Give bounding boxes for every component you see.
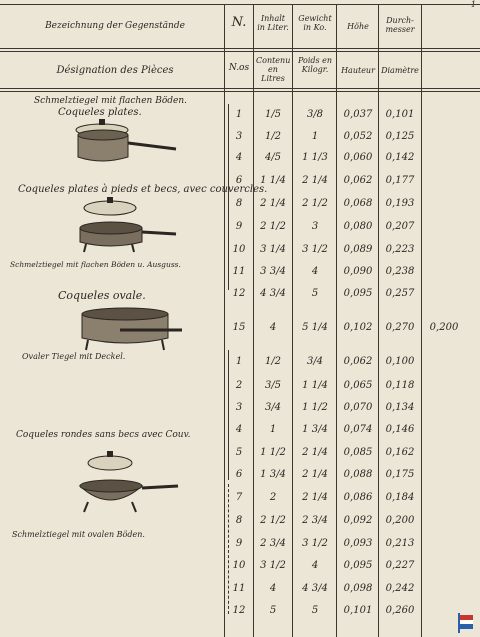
cell-diameter: 0,270 xyxy=(385,322,415,333)
cell-no: 10 xyxy=(232,560,246,571)
col-divider-6 xyxy=(421,4,422,637)
cell-no: 12 xyxy=(232,605,246,616)
cell-diameter: 0,207 xyxy=(385,221,415,232)
cell-no: 2 xyxy=(235,380,243,391)
cell-no: 5 xyxy=(235,447,243,458)
header-designation-de: Bezeichnung der Gegenstände xyxy=(45,21,185,31)
cell-height: 0,037 xyxy=(343,109,373,120)
header-number-fr: N.os xyxy=(228,63,250,73)
cell-no: 8 xyxy=(235,198,243,209)
cell-diameter: 0,162 xyxy=(385,447,415,458)
header-rule-2 xyxy=(0,88,480,89)
cell-kilo: 4 xyxy=(311,266,319,277)
oval-pan-icon xyxy=(76,300,186,352)
section-1-title: Schmelztiegel mit flachen Böden. xyxy=(34,96,187,106)
cell-diameter: 0,257 xyxy=(385,288,415,299)
cell-height: 0,088 xyxy=(343,469,373,480)
cell-litres: 2 1/4 xyxy=(260,198,286,209)
cell-no: 6 xyxy=(235,469,243,480)
section-1-subtitle: Coqueles plates. xyxy=(58,107,142,118)
col-divider-4 xyxy=(336,4,337,637)
cell-height: 0,095 xyxy=(343,560,373,571)
cell-kilo: 3 1/2 xyxy=(302,244,328,255)
section-3-title: Coqueles ovale. xyxy=(58,289,146,302)
header-content-de: Inhalt in Liter. xyxy=(257,14,289,32)
cell-litres: 2 1/2 xyxy=(260,515,286,526)
header-diameter-fr: Diamètre xyxy=(381,66,419,75)
cell-no: 11 xyxy=(232,583,246,594)
col-divider-5 xyxy=(378,4,379,637)
section-4-subtitle: Schmelztiegel mit ovalen Böden. xyxy=(12,530,145,539)
cell-no: 7 xyxy=(235,492,243,503)
cell-diameter: 0,227 xyxy=(385,560,415,571)
cell-diameter: 0,134 xyxy=(385,402,415,413)
cell-kilo: 2 1/4 xyxy=(302,447,328,458)
cell-litres: 3/4 xyxy=(264,402,282,413)
cell-diameter: 0,260 xyxy=(385,605,415,616)
cell-height: 0,052 xyxy=(343,131,373,142)
cell-diameter: 0,213 xyxy=(385,538,415,549)
cell-kilo: 5 xyxy=(311,605,319,616)
col-divider-1 xyxy=(224,4,225,637)
cell-kilo: 1 1/4 xyxy=(302,380,328,391)
header-content-fr: Contenu en Litres xyxy=(256,56,291,83)
cell-litres: 1/2 xyxy=(264,356,282,367)
brace-group-2 xyxy=(228,350,235,480)
header-number-de: N. xyxy=(231,15,247,30)
top-rule xyxy=(0,4,480,5)
col-divider-3 xyxy=(292,4,293,637)
cell-height: 0,068 xyxy=(343,198,373,209)
header-rule-1b xyxy=(0,51,480,52)
cell-no: 3 xyxy=(235,131,243,142)
cell-litres: 3/5 xyxy=(264,380,282,391)
flag-icon xyxy=(458,613,474,633)
cell-kilo: 3 xyxy=(311,221,319,232)
cell-litres: 4/5 xyxy=(264,152,282,163)
section-2-title: Coqueles plates à pieds et becs, avec couvercles. xyxy=(18,184,268,195)
cell-kilo: 2 3/4 xyxy=(302,515,328,526)
header-diameter-de: Durch- messer xyxy=(385,16,415,34)
cell-height: 0,080 xyxy=(343,221,373,232)
cell-kilo: 1 xyxy=(311,131,319,142)
cell-no: 4 xyxy=(235,152,243,163)
header-rule-2b xyxy=(0,91,480,92)
cell-height: 0,062 xyxy=(343,175,373,186)
cell-litres: 1 3/4 xyxy=(260,469,286,480)
cell-litres: 2 1/2 xyxy=(260,221,286,232)
cell-diameter: 0,146 xyxy=(385,424,415,435)
header-height-fr: Hauteur xyxy=(341,66,375,75)
cell-litres: 1 1/4 xyxy=(260,175,286,186)
cell-no: 9 xyxy=(235,221,243,232)
cell-kilo: 3/8 xyxy=(306,109,324,120)
cell-no: 4 xyxy=(235,424,243,435)
header-weight-de: Gewicht in Ko. xyxy=(298,14,332,32)
cell-height: 0,093 xyxy=(343,538,373,549)
cell-height: 0,074 xyxy=(343,424,373,435)
cell-kilo: 5 1/4 xyxy=(302,322,328,333)
cell-no: 15 xyxy=(232,322,246,333)
cell-kilo: 2 1/2 xyxy=(302,198,328,209)
cell-diameter: 0,193 xyxy=(385,198,415,209)
cell-diameter: 0,118 xyxy=(385,380,415,391)
cell-litres: 3 3/4 xyxy=(260,266,286,277)
cell-diameter: 0,242 xyxy=(385,583,415,594)
cell-kilo: 4 xyxy=(311,560,319,571)
cell-kilo: 3 1/2 xyxy=(302,538,328,549)
cell-height: 0,089 xyxy=(343,244,373,255)
section-3-subtitle: Ovaler Tiegel mit Deckel. xyxy=(22,352,126,361)
cell-litres: 1 1/2 xyxy=(260,447,286,458)
cell-height: 0,085 xyxy=(343,447,373,458)
cell-no: 8 xyxy=(235,515,243,526)
cell-diameter: 0,184 xyxy=(385,492,415,503)
cell-no: 1 xyxy=(235,356,243,367)
cell-extra: 0,200 xyxy=(429,322,459,333)
cell-litres: 3 1/2 xyxy=(260,560,286,571)
cell-litres: 2 xyxy=(269,492,277,503)
cell-kilo: 4 3/4 xyxy=(302,583,328,594)
cell-litres: 4 xyxy=(269,583,277,594)
cell-no: 1 xyxy=(235,109,243,120)
cell-diameter: 0,200 xyxy=(385,515,415,526)
round-pan-icon xyxy=(74,446,184,520)
section-2-subtitle: Schmelztiegel mit flachen Böden u. Ausguss. xyxy=(10,260,181,269)
header-height-de: Höhe xyxy=(347,22,369,31)
cell-height: 0,065 xyxy=(343,380,373,391)
cell-kilo: 1 1/2 xyxy=(302,402,328,413)
brace-group-3 xyxy=(228,484,235,614)
cell-no: 11 xyxy=(232,266,246,277)
cell-no: 10 xyxy=(232,244,246,255)
pot-with-feet-icon xyxy=(70,194,180,254)
cell-kilo: 5 xyxy=(311,288,319,299)
cell-kilo: 1 3/4 xyxy=(302,424,328,435)
cell-litres: 4 3/4 xyxy=(260,288,286,299)
cell-height: 0,102 xyxy=(343,322,373,333)
cell-height: 0,086 xyxy=(343,492,373,503)
cell-height: 0,090 xyxy=(343,266,373,277)
cell-kilo: 2 1/4 xyxy=(302,175,328,186)
cell-diameter: 0,142 xyxy=(385,152,415,163)
col-divider-2 xyxy=(253,4,254,637)
cell-height: 0,070 xyxy=(343,402,373,413)
cell-height: 0,092 xyxy=(343,515,373,526)
cell-height: 0,095 xyxy=(343,288,373,299)
cell-no: 12 xyxy=(232,288,246,299)
cell-diameter: 0,223 xyxy=(385,244,415,255)
cell-no: 9 xyxy=(235,538,243,549)
cell-litres: 3 1/4 xyxy=(260,244,286,255)
cell-litres: 1/2 xyxy=(264,131,282,142)
cell-kilo: 2 1/4 xyxy=(302,492,328,503)
saucepan-lid-icon xyxy=(72,113,182,167)
cell-kilo: 1 1/3 xyxy=(302,152,328,163)
cell-height: 0,101 xyxy=(343,605,373,616)
cell-no: 3 xyxy=(235,402,243,413)
cell-diameter: 0,177 xyxy=(385,175,415,186)
cell-litres: 5 xyxy=(269,605,277,616)
header-designation-fr: Désignation des Pièces xyxy=(56,65,174,76)
cell-litres: 1/5 xyxy=(264,109,282,120)
cell-kilo: 3/4 xyxy=(306,356,324,367)
cell-diameter: 0,100 xyxy=(385,356,415,367)
cell-litres: 1 xyxy=(269,424,277,435)
cell-diameter: 0,238 xyxy=(385,266,415,277)
cell-litres: 2 3/4 xyxy=(260,538,286,549)
cell-height: 0,062 xyxy=(343,356,373,367)
header-weight-fr: Poids en Kilogr. xyxy=(297,56,333,74)
cell-kilo: 2 1/4 xyxy=(302,469,328,480)
cell-height: 0,060 xyxy=(343,152,373,163)
section-4-title: Coqueles rondes sans becs avec Couv. xyxy=(16,430,191,440)
cell-diameter: 0,175 xyxy=(385,469,415,480)
cell-diameter: 0,125 xyxy=(385,131,415,142)
cell-no: 6 xyxy=(235,175,243,186)
cell-height: 0,098 xyxy=(343,583,373,594)
header-rule-1 xyxy=(0,48,480,49)
cell-litres: 4 xyxy=(269,322,277,333)
cell-diameter: 0,101 xyxy=(385,109,415,120)
